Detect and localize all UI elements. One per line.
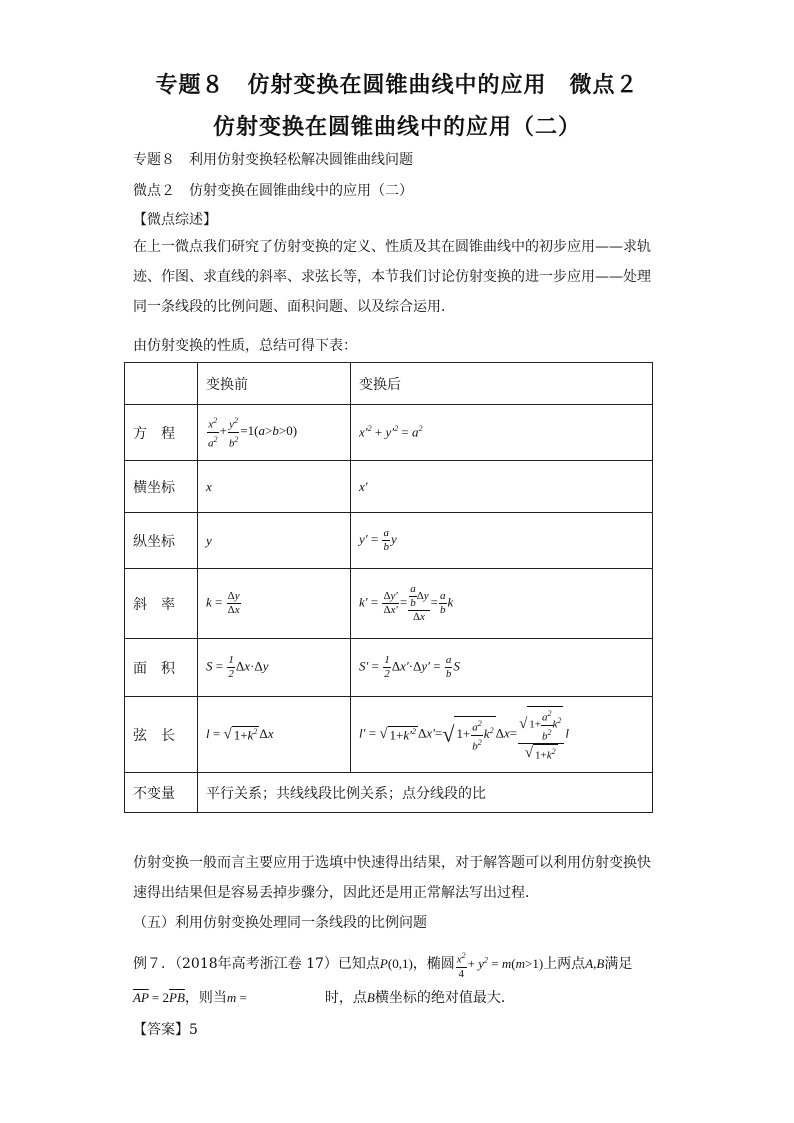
- header-after: 变换后: [351, 363, 653, 405]
- formula-slope-before: k = $\frac{\Delta y}{\Delta x}$: [198, 569, 351, 639]
- example-text-c: 上两点: [543, 955, 586, 972]
- answer-line: 【答案】5: [133, 1022, 198, 1038]
- invariant-value: 平行关系；共线线段比例关系；点分线段的比: [198, 773, 653, 813]
- ellipse-formula: $\frac{x^2}{4}$ + $y^2 = m(m>1)$: [456, 951, 544, 980]
- example-text-b: ，椭圆: [412, 955, 455, 972]
- formula-abscissa-after: x′: [351, 461, 653, 513]
- formula-chord-after: l′ = √ $1+k'^2$ Δx′=√ 1+ $\frac{a^2}{b^2}$ $k^2$ Δx= √ 1+ $\frac{a^2}{b^2}$ $k^2$ √ $1+k^2$ l: [351, 697, 653, 773]
- example-seven-line2: [133, 988, 515, 1008]
- document-title-line2: 仿射变换在圆锥曲线中的应用（二）: [212, 115, 581, 140]
- example-seven-line1: [133, 949, 632, 981]
- label-ordinate: 纵坐标: [125, 513, 198, 569]
- formula-chord-before: l = √ $1+k^2$ Δx: [198, 697, 351, 773]
- after-table-paragraph: 仿射变换一般而言主要应用于选填中快速得出结果，对于解答题可以利用仿射变换快速得出结果但是容易丢掉步骤分，因此还是用正常解法写出过程．: [133, 855, 651, 901]
- micro-point-line: 微点２ 仿射变换在圆锥曲线中的应用（二）: [133, 183, 413, 199]
- formula-ordinate-before: y: [198, 513, 351, 569]
- header-before: 变换前: [198, 363, 351, 405]
- table-header-row: [125, 363, 653, 405]
- vector-relation-formula: $\overline{AP} = 2\overline{PB}$: [133, 990, 185, 1005]
- label-chord: 弦 长: [125, 697, 198, 773]
- example-text-f: 时，点: [324, 990, 367, 1006]
- topic-line: 专题８ 利用仿射变换轻松解决圆锥曲线问题: [133, 152, 413, 168]
- example-text-d: 满足: [604, 955, 633, 972]
- label-equation: 方 程: [125, 405, 198, 461]
- table-row-chord: [125, 697, 653, 773]
- table-row-invariant: [125, 773, 653, 813]
- table-row-abscissa: [125, 461, 653, 513]
- document-title-line1: 专题８ 仿射变换在圆锥曲线中的应用 微点２: [155, 73, 639, 98]
- label-abscissa: 横坐标: [125, 461, 198, 513]
- formula-equation-after: $x'^2 + y'^2 = a^2$: [351, 405, 653, 461]
- table-row-slope: [125, 569, 653, 639]
- table-corner-cell: [125, 363, 198, 405]
- formula-area-before: S = $\frac{1}{2}$ Δx·Δy: [198, 639, 351, 697]
- affine-transform-table: [124, 362, 653, 813]
- m-equals-formula: m =: [226, 990, 247, 1005]
- table-row-area: [125, 639, 653, 697]
- example-text-g: 横坐标的绝对值最大．: [374, 990, 515, 1006]
- table-row-ordinate: [125, 513, 653, 569]
- summary-paragraph: 在上一微点我们研究了仿射变换的定义、性质及其在圆锥曲线中的初步应用——求轨迹、作图、求直线的斜率、求弦长等，本节我们讨论仿射变换的进一步应用——处理同一条线段的比例问题、面积问题、以及综合运用．: [133, 239, 651, 315]
- formula-abscissa-before: x: [198, 461, 351, 513]
- point-b-formula: B: [366, 990, 375, 1005]
- table-row-equation: [125, 405, 653, 461]
- point-p-formula: P(0,1): [379, 955, 413, 971]
- example-text-a: 例７．（2018年高考浙江卷 17）已知点: [133, 955, 380, 972]
- formula-area-after: S′ = $\frac{1}{2}$ Δx′·Δy′ = $\frac{a}{b}$ S: [351, 639, 653, 697]
- points-ab-formula: A,B: [585, 955, 605, 971]
- formula-ordinate-after: y′ = $\frac{a}{b}$ y: [351, 513, 653, 569]
- formula-equation-before: $\frac{x^2}{a^2}$ + $\frac{y^2}{b^2}$ =1(a>b>0): [198, 405, 351, 461]
- formula-slope-after: k′ = $\frac{\Delta y'}{\Delta x'}$ = $\frac{a}{b}$ Δy Δx = $\frac{a}{b}$ k: [351, 569, 653, 639]
- label-slope: 斜 率: [125, 569, 198, 639]
- example-text-e: ，则当: [184, 990, 227, 1006]
- summary-heading: 【微点综述】: [133, 212, 217, 228]
- section-five-heading: （五）利用仿射变换处理同一条线段的比例问题: [133, 915, 427, 931]
- label-area: 面 积: [125, 639, 198, 697]
- label-invariant: 不变量: [125, 773, 198, 813]
- table-intro: 由仿射变换的性质，总结可得下表：: [133, 338, 357, 354]
